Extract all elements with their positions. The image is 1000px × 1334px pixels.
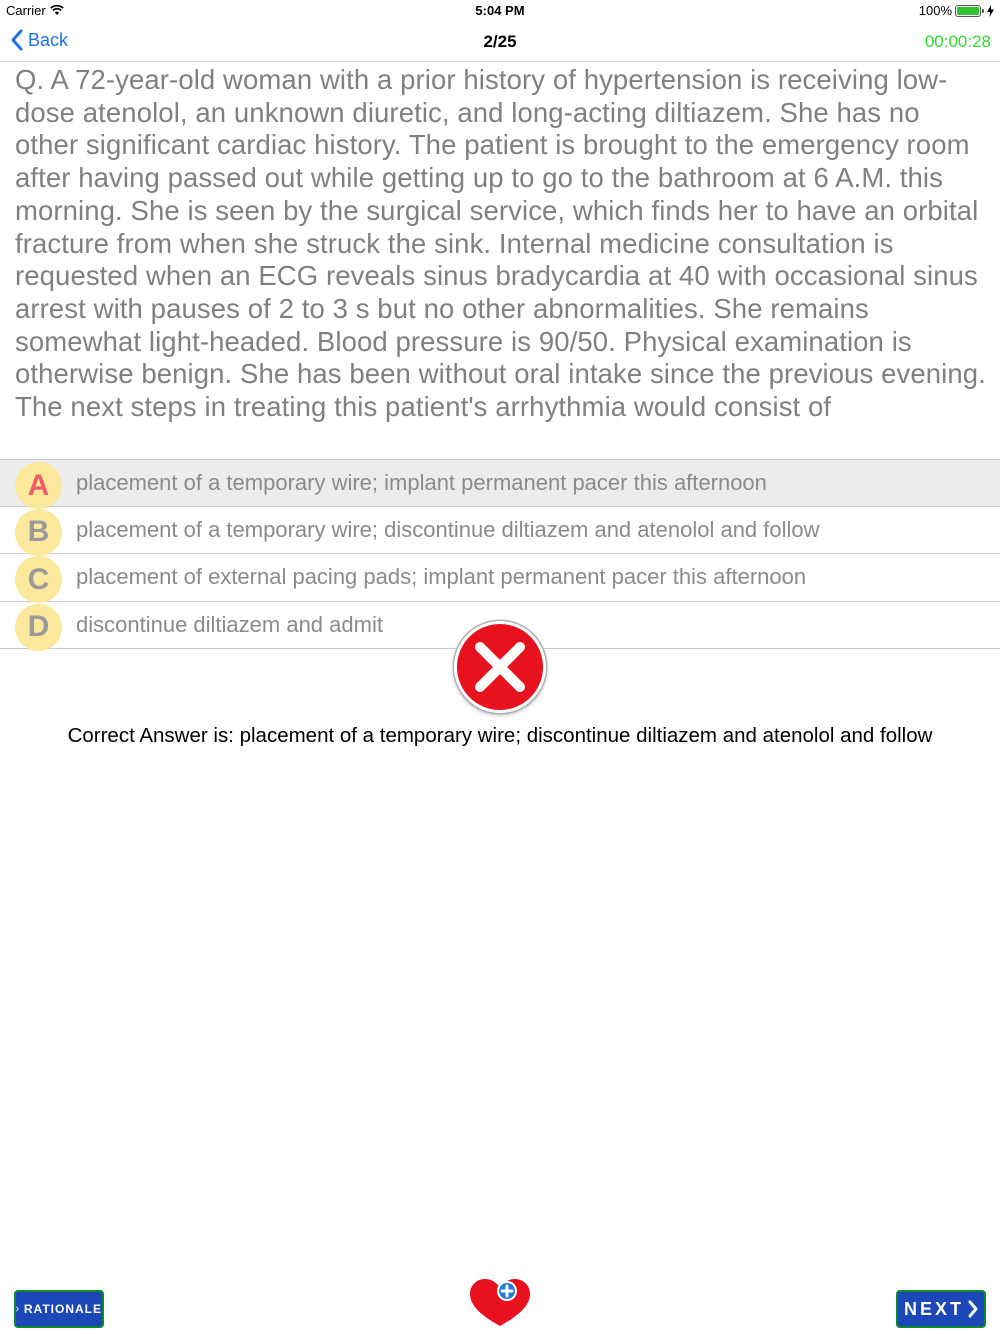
option-d-text: discontinue diltiazem and admit	[76, 611, 383, 637]
next-button[interactable]	[896, 1290, 986, 1328]
rationale-button[interactable]	[14, 1290, 104, 1328]
x-mark-icon	[472, 639, 528, 695]
option-d-badge: D	[15, 604, 62, 651]
correct-answer-text: Correct Answer is: placement of a temporary wire; discontinue diltiazem and atenolol and follow	[67, 724, 933, 747]
status-time: 5:04 PM	[475, 3, 525, 18]
status-battery-area	[919, 3, 994, 18]
quiz-timer: 00:00:28	[924, 32, 991, 51]
rationale-label: RATIONALE	[23, 1302, 102, 1316]
option-c-badge: C	[15, 556, 62, 603]
question-counter: 2/25	[483, 32, 517, 51]
carrier-label: Carrier	[6, 3, 46, 18]
option-b[interactable]	[0, 507, 1000, 555]
nav-bar	[0, 22, 1000, 62]
wrong-answer-icon	[454, 621, 546, 713]
charging-bolt-icon	[987, 5, 994, 17]
question-text: Q. A 72-year-old woman with a prior history of hypertension is receiving low-dose atenolol, an unknown diuretic, and long-acting diltiazem. She has no other significant cardiac history. The patient is brought to the emergency room after having passed out while getting up to go to the bathroom at 6 A.M. this morning. She is seen by the surgical service, which finds her to have an orbital fracture from when she struck the sink. Internal medicine consultation is requested when an ECG reveals sinus bradycardia at 40 with occasional sinus arrest with pauses of 2 to 3 s but no other abnormalities. She remains somewhat light-headed. Blood pressure is 90/50. Physical examination is otherwise benign. She has been without oral intake since the previous evening. The next steps in treating this patient's arrhythmia would consist of	[15, 64, 986, 423]
battery-fill	[957, 7, 979, 15]
next-label: NEXT	[903, 1298, 964, 1319]
option-a[interactable]	[0, 459, 1000, 507]
back-label: Back	[28, 29, 69, 50]
battery-percent: 100%	[918, 3, 952, 18]
option-a-text: placement of a temporary wire; implant permanent pacer this afternoon	[76, 469, 767, 495]
chevron-right-icon	[968, 1300, 978, 1318]
option-b-badge: B	[15, 509, 62, 556]
battery-icon	[955, 5, 981, 17]
chevron-right-icon	[16, 1300, 19, 1318]
option-a-badge: A	[15, 462, 62, 509]
option-c-text: placement of external pacing pads; implant permanent pacer this afternoon	[76, 564, 807, 590]
option-b-text: placement of a temporary wire; discontinue diltiazem and atenolol and follow	[76, 516, 820, 542]
heart-plus-icon[interactable]	[468, 1276, 532, 1328]
chevron-left-icon	[10, 29, 24, 51]
back-button[interactable]	[10, 29, 68, 51]
status-bar	[0, 0, 1000, 22]
option-c[interactable]	[0, 554, 1000, 602]
